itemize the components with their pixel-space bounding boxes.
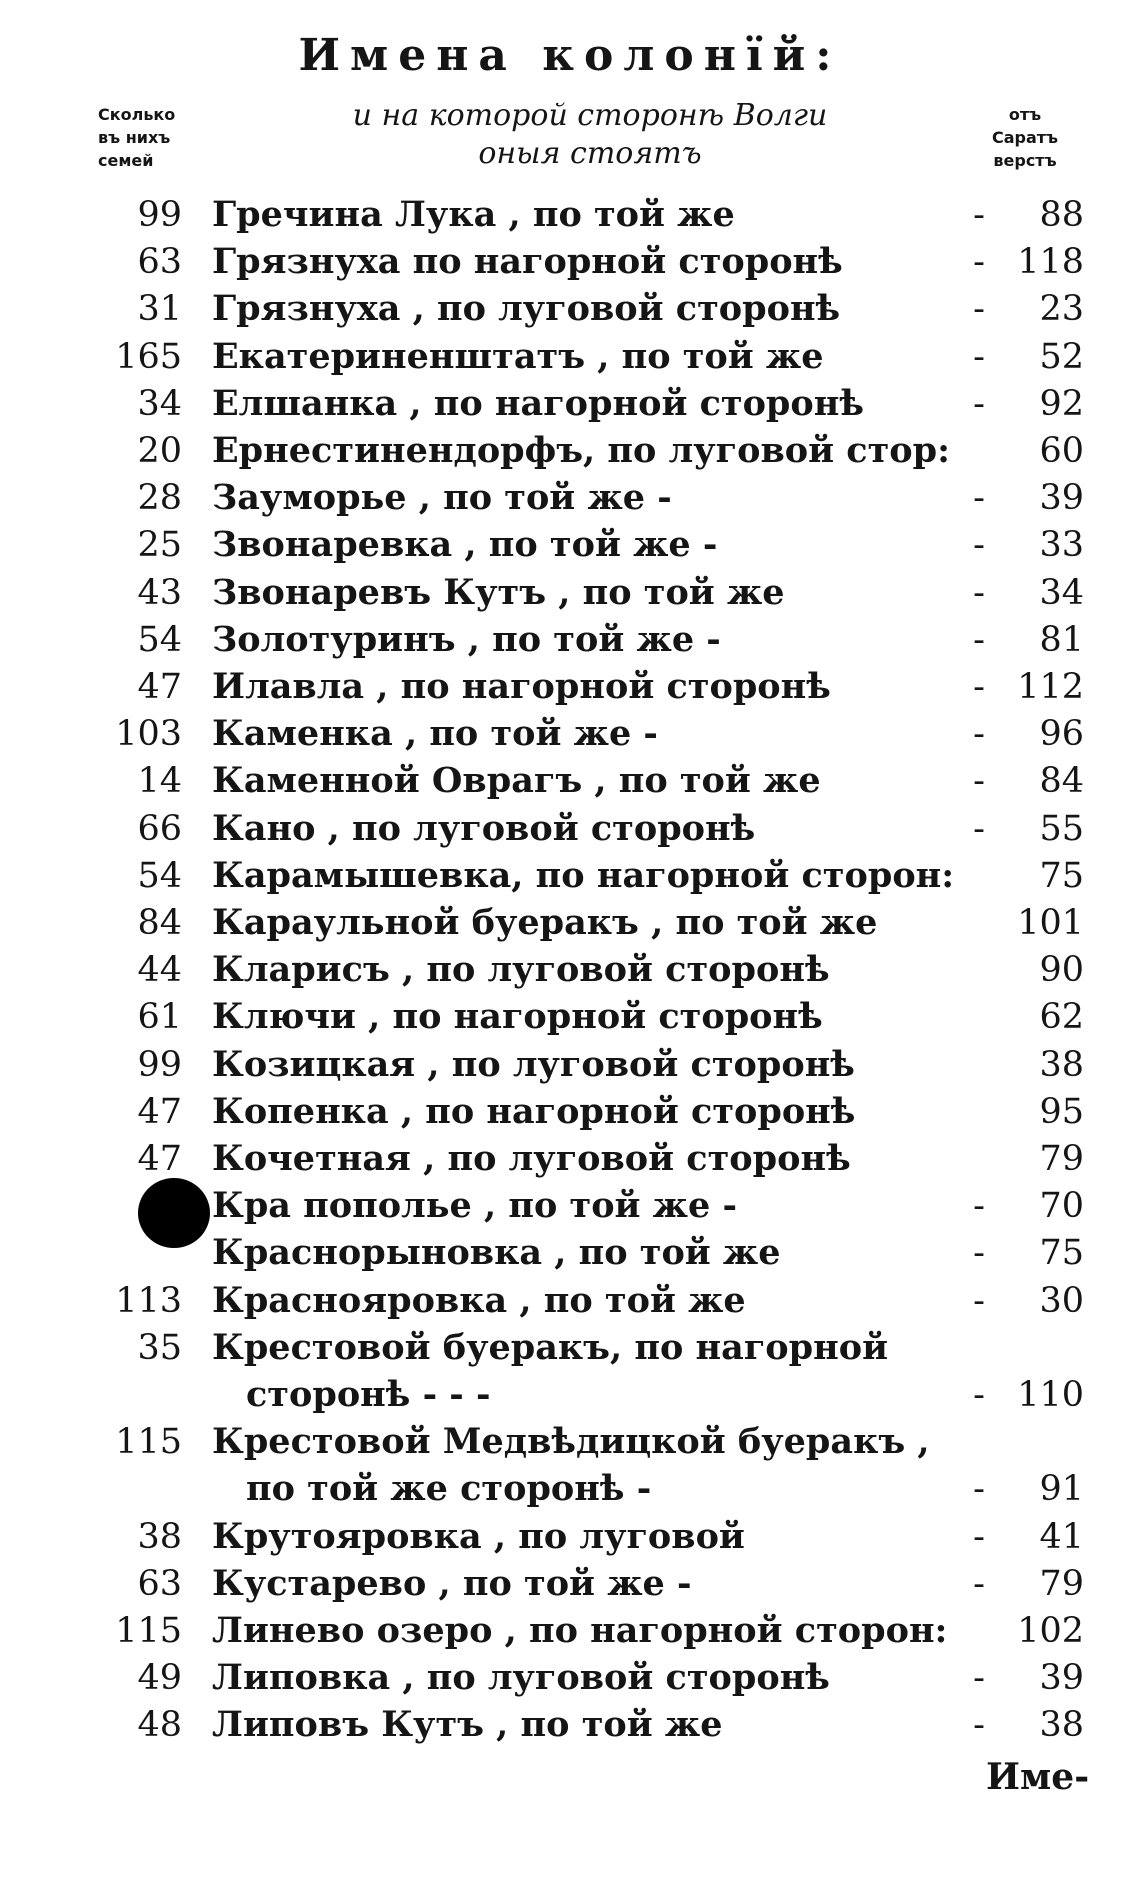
- distance-versts: 39: [1039, 1658, 1084, 1698]
- colony-name: Елшанка , по нагорной сторонѣ: [212, 383, 864, 424]
- family-count: 63: [137, 242, 182, 282]
- catchword: Име-: [986, 1756, 1090, 1798]
- table-row: [0, 1466, 1140, 1512]
- colony-name: Краснояровка , по той же: [212, 1280, 746, 1321]
- header-families-line: Сколько: [98, 105, 176, 124]
- table-row: [0, 570, 1140, 616]
- table-row: [0, 1278, 1140, 1324]
- table-row: [0, 1561, 1140, 1607]
- family-count: 38: [137, 1517, 182, 1557]
- table-row: [0, 617, 1140, 663]
- colony-name: Зауморье , по той же -: [212, 477, 672, 518]
- distance-versts: 33: [1039, 525, 1084, 565]
- family-count: 115: [115, 1611, 182, 1651]
- leader-dash: -: [973, 525, 985, 565]
- table-row: [0, 334, 1140, 380]
- colony-name: Илавла , по нагорной сторонѣ: [212, 666, 831, 707]
- table-row: [0, 522, 1140, 568]
- leader-dash: -: [973, 195, 985, 235]
- table-row: [0, 1419, 1140, 1465]
- family-count: 61: [137, 997, 182, 1037]
- colony-name: Звонаревка , по той же -: [212, 524, 718, 565]
- distance-versts: 70: [1039, 1186, 1084, 1226]
- colony-name: Копенка , по нагорной сторонѣ: [212, 1091, 856, 1132]
- distance-versts: 118: [1017, 242, 1084, 282]
- table-row: [0, 1372, 1140, 1418]
- header-colony-column: [240, 97, 940, 173]
- distance-versts: 75: [1039, 856, 1084, 896]
- table-row: [0, 947, 1140, 993]
- leader-dash: -: [973, 1186, 985, 1226]
- leader-dash: -: [973, 478, 985, 518]
- leader-dash: -: [973, 1517, 985, 1557]
- colony-name: Крестовой буеракъ, по нагорной: [212, 1327, 889, 1368]
- family-count: 84: [137, 903, 182, 943]
- leader-dash: -: [973, 761, 985, 801]
- leader-dash: -: [973, 384, 985, 424]
- distance-versts: 55: [1039, 809, 1084, 849]
- header-distance-line: верстъ: [993, 151, 1057, 170]
- header-distance-line: отъ: [1008, 105, 1042, 124]
- page-title: Имена колонїй:: [298, 30, 842, 81]
- table-row: [0, 664, 1140, 710]
- colony-name: Линево озеро , по нагорной сторон:: [212, 1610, 948, 1651]
- colony-name: Карамышевка, по нагорной сторон:: [212, 855, 955, 896]
- family-count: 43: [137, 573, 182, 613]
- colony-name: Караульной буеракъ , по той же: [212, 902, 878, 943]
- header-colony-line: и на которой сторонѣ Волги: [352, 98, 828, 133]
- family-count: 14: [137, 761, 182, 801]
- distance-versts: 75: [1039, 1233, 1084, 1273]
- family-count: 113: [115, 1281, 182, 1321]
- distance-versts: 79: [1039, 1564, 1084, 1604]
- header-families-line: семей: [98, 151, 154, 170]
- distance-versts: 110: [1017, 1375, 1084, 1415]
- distance-versts: 38: [1039, 1705, 1084, 1745]
- colony-name: Золотуринъ , по той же -: [212, 619, 721, 660]
- colony-name: сторонѣ - - -: [246, 1374, 491, 1415]
- family-count: 34: [137, 384, 182, 424]
- colony-name: Грязнуха , по луговой сторонѣ: [212, 288, 841, 329]
- distance-versts: 91: [1039, 1469, 1084, 1509]
- table-row: [0, 286, 1140, 332]
- family-count: 49: [137, 1658, 182, 1698]
- family-count: 28: [137, 478, 182, 518]
- leader-dash: -: [973, 289, 985, 329]
- table-row: [0, 1325, 1140, 1371]
- family-count: 115: [115, 1422, 182, 1462]
- leader-dash: -: [973, 809, 985, 849]
- table-row: [0, 239, 1140, 285]
- colony-name: Звонаревъ Кутъ , по той же: [212, 572, 785, 613]
- colony-name: Липовка , по луговой сторонѣ: [212, 1657, 830, 1698]
- table-row: [0, 853, 1140, 899]
- header-distance-column: [970, 103, 1080, 172]
- distance-versts: 34: [1039, 573, 1084, 613]
- header-colony-line: оныя стоятъ: [478, 136, 702, 171]
- family-count: 47: [137, 1139, 182, 1179]
- colony-name: Ернестинендорфъ, по луговой стор:: [212, 430, 950, 471]
- leader-dash: -: [973, 573, 985, 613]
- colony-name: Каменной Оврагъ , по той же: [212, 760, 821, 801]
- colony-name: Кра пополье , по той же -: [212, 1185, 737, 1226]
- family-count: 35: [137, 1328, 182, 1368]
- colony-name: Краснорыновка , по той же: [212, 1232, 781, 1273]
- distance-versts: 39: [1039, 478, 1084, 518]
- table-row: [0, 475, 1140, 521]
- family-count: 47: [137, 667, 182, 707]
- table-row: [0, 806, 1140, 852]
- family-count: 66: [137, 809, 182, 849]
- header-families-column: [98, 103, 218, 172]
- table-row: [0, 1136, 1140, 1182]
- leader-dash: -: [973, 1233, 985, 1273]
- table-row: [0, 758, 1140, 804]
- table-row: [0, 900, 1140, 946]
- colony-name: по той же сторонѣ -: [246, 1468, 652, 1509]
- leader-dash: -: [973, 242, 985, 282]
- family-count: 44: [137, 950, 182, 990]
- family-count: 48: [137, 1705, 182, 1745]
- family-count: 20: [137, 431, 182, 471]
- family-count: 63: [137, 1564, 182, 1604]
- distance-versts: 102: [1017, 1611, 1084, 1651]
- family-count: 47: [137, 1092, 182, 1132]
- colony-name: Крутояровка , по луговой: [212, 1516, 745, 1557]
- leader-dash: -: [973, 620, 985, 660]
- distance-versts: 96: [1039, 714, 1084, 754]
- table-row: [0, 1514, 1140, 1560]
- header-families-line: въ нихъ: [98, 128, 171, 147]
- colony-name: Кустарево , по той же -: [212, 1563, 692, 1604]
- table-row: [0, 994, 1140, 1040]
- distance-versts: 81: [1039, 620, 1084, 660]
- table-row: [0, 1089, 1140, 1135]
- distance-versts: 23: [1039, 289, 1084, 329]
- distance-versts: 95: [1039, 1092, 1084, 1132]
- table-row: [0, 192, 1140, 238]
- family-count: 103: [115, 714, 182, 754]
- leader-dash: -: [973, 667, 985, 707]
- distance-versts: 62: [1039, 997, 1084, 1037]
- leader-dash: -: [973, 714, 985, 754]
- leader-dash: -: [973, 1705, 985, 1745]
- table-row: [0, 1608, 1140, 1654]
- family-count: 165: [115, 337, 182, 377]
- colony-name: Козицкая , по луговой сторонѣ: [212, 1044, 855, 1085]
- colony-name: Ключи , по нагорной сторонѣ: [212, 996, 823, 1037]
- colony-name: Гречина Лука , по той же: [212, 194, 735, 235]
- distance-versts: 30: [1039, 1281, 1084, 1321]
- colony-name: Грязнуха по нагорной сторонѣ: [212, 241, 843, 282]
- ink-blot: [138, 1178, 210, 1248]
- distance-versts: 90: [1039, 950, 1084, 990]
- family-count: 99: [137, 195, 182, 235]
- leader-dash: -: [973, 337, 985, 377]
- leader-dash: -: [973, 1469, 985, 1509]
- leader-dash: -: [973, 1564, 985, 1604]
- colony-name: Кларисъ , по луговой сторонѣ: [212, 949, 830, 990]
- family-count: 25: [137, 525, 182, 565]
- table-row: [0, 428, 1140, 474]
- distance-versts: 84: [1039, 761, 1084, 801]
- distance-versts: 52: [1039, 337, 1084, 377]
- colony-name: Екатериненштатъ , по той же: [212, 336, 824, 377]
- colony-name: Кано , по луговой сторонѣ: [212, 808, 756, 849]
- colony-name: Кочетная , по луговой сторонѣ: [212, 1138, 851, 1179]
- table-row: [0, 1042, 1140, 1088]
- family-count: 31: [137, 289, 182, 329]
- colony-name: Каменка , по той же -: [212, 713, 658, 754]
- distance-versts: 41: [1039, 1517, 1084, 1557]
- distance-versts: 101: [1017, 903, 1084, 943]
- distance-versts: 88: [1039, 195, 1084, 235]
- table-row: [0, 1702, 1140, 1748]
- distance-versts: 92: [1039, 384, 1084, 424]
- colony-name: Липовъ Кутъ , по той же: [212, 1704, 723, 1745]
- distance-versts: 112: [1017, 667, 1084, 707]
- distance-versts: 38: [1039, 1045, 1084, 1085]
- distance-versts: 60: [1039, 431, 1084, 471]
- family-count: 54: [137, 856, 182, 896]
- family-count: 99: [137, 1045, 182, 1085]
- colony-name: Крестовой Медвѣдицкой буеракъ ,: [212, 1421, 930, 1462]
- table-row: [0, 1655, 1140, 1701]
- header-distance-line: Саратъ: [991, 128, 1059, 147]
- leader-dash: -: [973, 1281, 985, 1321]
- distance-versts: 79: [1039, 1139, 1084, 1179]
- leader-dash: -: [973, 1375, 985, 1415]
- table-row: [0, 381, 1140, 427]
- family-count: 54: [137, 620, 182, 660]
- table-row: [0, 711, 1140, 757]
- leader-dash: -: [973, 1658, 985, 1698]
